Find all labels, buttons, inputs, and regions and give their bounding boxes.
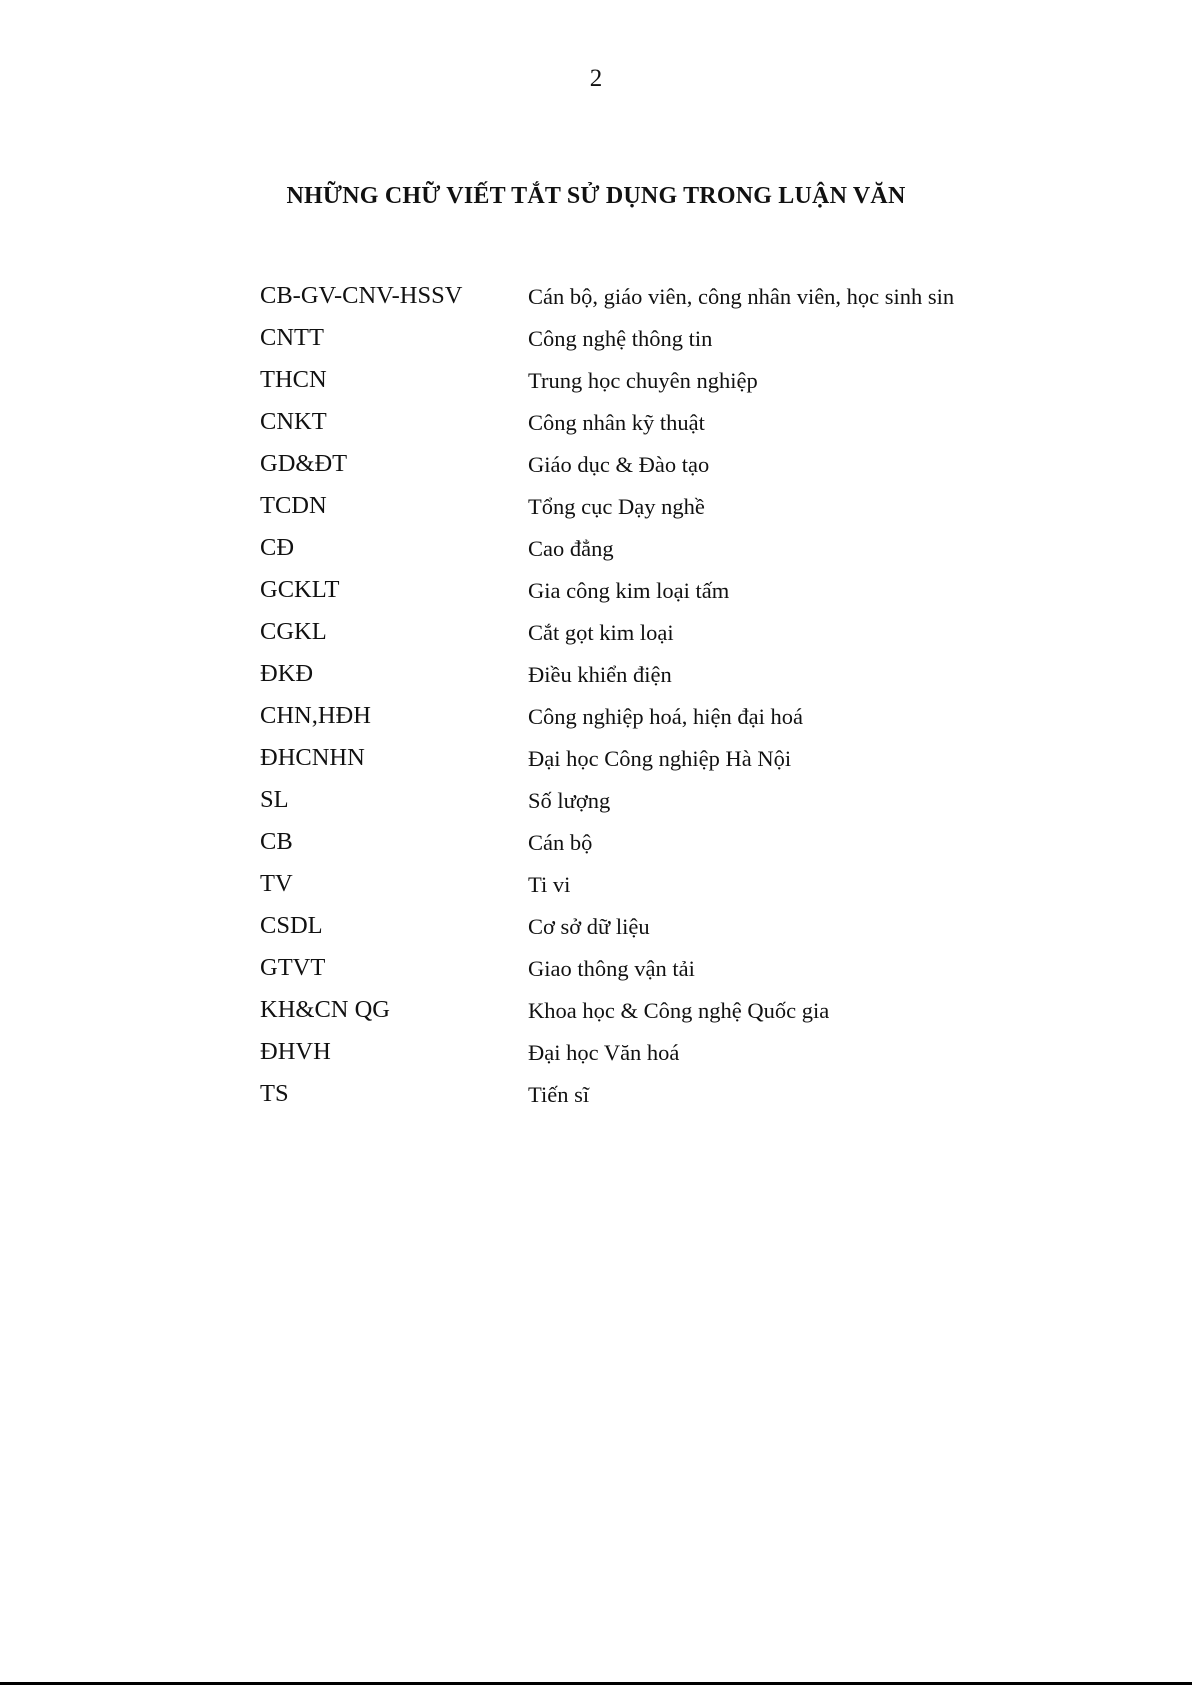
- abbreviation-term: ĐHCNHN: [260, 744, 365, 771]
- page-number: 2: [589, 65, 603, 92]
- abbreviation-definition: Công nghiệp hoá, hiện đại hoá: [528, 704, 803, 729]
- abbreviation-term: CB: [260, 828, 293, 855]
- page-title: NHỮNG CHỮ VIẾT TẮT SỬ DỤNG TRONG LUẬN VĂN: [286, 183, 906, 209]
- abbreviation-definition: Tiến sĩ: [528, 1082, 590, 1107]
- abbreviation-definition: Cơ sở dữ liệu: [528, 914, 650, 939]
- abbreviation-term: SL: [260, 786, 289, 813]
- abbreviation-definition: Cán bộ, giáo viên, công nhân viên, học sinh sin: [528, 284, 955, 309]
- abbreviation-row: [260, 575, 1060, 617]
- abbreviation-row: [260, 827, 1060, 869]
- abbreviation-term: ĐKĐ: [260, 660, 314, 687]
- abbreviation-row: [260, 1079, 1060, 1121]
- abbreviation-term: TCDN: [260, 492, 327, 519]
- abbreviation-term: TV: [260, 870, 293, 897]
- abbreviation-definition: Tổng cục Dạy nghề: [528, 494, 705, 519]
- abbreviation-term: GCKLT: [260, 576, 340, 603]
- abbreviation-definition: Đại học Công nghiệp Hà Nội: [528, 746, 792, 771]
- abbreviation-definition: Công nghệ thông tin: [528, 326, 713, 351]
- abbreviation-term: CB-GV-CNV-HSSV: [260, 282, 463, 309]
- abbreviation-definition: Giao thông vận tải: [528, 956, 695, 981]
- abbreviation-row: [260, 449, 1060, 491]
- abbreviation-row: [260, 323, 1060, 365]
- abbreviation-definition: Khoa học & Công nghệ Quốc gia: [528, 998, 830, 1023]
- abbreviation-row: [260, 659, 1060, 701]
- abbreviation-row: [260, 785, 1060, 827]
- abbreviation-row: [260, 407, 1060, 449]
- abbreviation-row: [260, 365, 1060, 407]
- abbreviation-term: CNTT: [260, 324, 324, 351]
- abbreviation-definition: Trung học chuyên nghiệp: [528, 368, 758, 393]
- abbreviation-row: [260, 911, 1060, 953]
- abbreviation-definition: Cán bộ: [528, 830, 593, 855]
- abbreviation-row: [260, 743, 1060, 785]
- abbreviation-definition: Cắt gọt kim loại: [528, 620, 674, 645]
- abbreviation-term: CNKT: [260, 408, 327, 435]
- abbreviation-row: [260, 491, 1060, 533]
- abbreviation-term: GD&ĐT: [260, 450, 348, 477]
- abbreviation-row: [260, 281, 1060, 323]
- abbreviation-term: CHN,HĐH: [260, 702, 371, 729]
- abbreviation-row: [260, 869, 1060, 911]
- abbreviation-term: CSDL: [260, 912, 323, 939]
- abbreviation-definition: Điều khiển điện: [528, 662, 672, 687]
- abbreviation-definition: Công nhân kỹ thuật: [528, 410, 705, 435]
- abbreviation-term: KH&CN QG: [260, 996, 390, 1023]
- abbreviation-definition: Đại học Văn hoá: [528, 1040, 680, 1065]
- abbreviation-term: TS: [260, 1080, 289, 1107]
- abbreviation-term: ĐHVH: [260, 1038, 331, 1065]
- abbreviation-row: [260, 995, 1060, 1037]
- abbreviation-definition: Số lượng: [528, 788, 611, 813]
- abbreviation-definition: Gia công kim loại tấm: [528, 578, 730, 603]
- abbreviation-definition: Cao đẳng: [528, 536, 614, 561]
- abbreviation-term: CĐ: [260, 534, 295, 561]
- abbreviation-row: [260, 701, 1060, 743]
- abbreviation-row: [260, 1037, 1060, 1079]
- abbreviation-row: [260, 533, 1060, 575]
- abbreviation-definition: Giáo dục & Đào tạo: [528, 452, 710, 477]
- abbreviation-definition: Ti vi: [528, 872, 571, 897]
- abbreviation-term: THCN: [260, 366, 327, 393]
- abbreviation-term: GTVT: [260, 954, 326, 981]
- abbreviation-row: [260, 617, 1060, 659]
- abbreviation-list: [260, 281, 1060, 1121]
- abbreviation-term: CGKL: [260, 618, 327, 645]
- abbreviation-row: [260, 953, 1060, 995]
